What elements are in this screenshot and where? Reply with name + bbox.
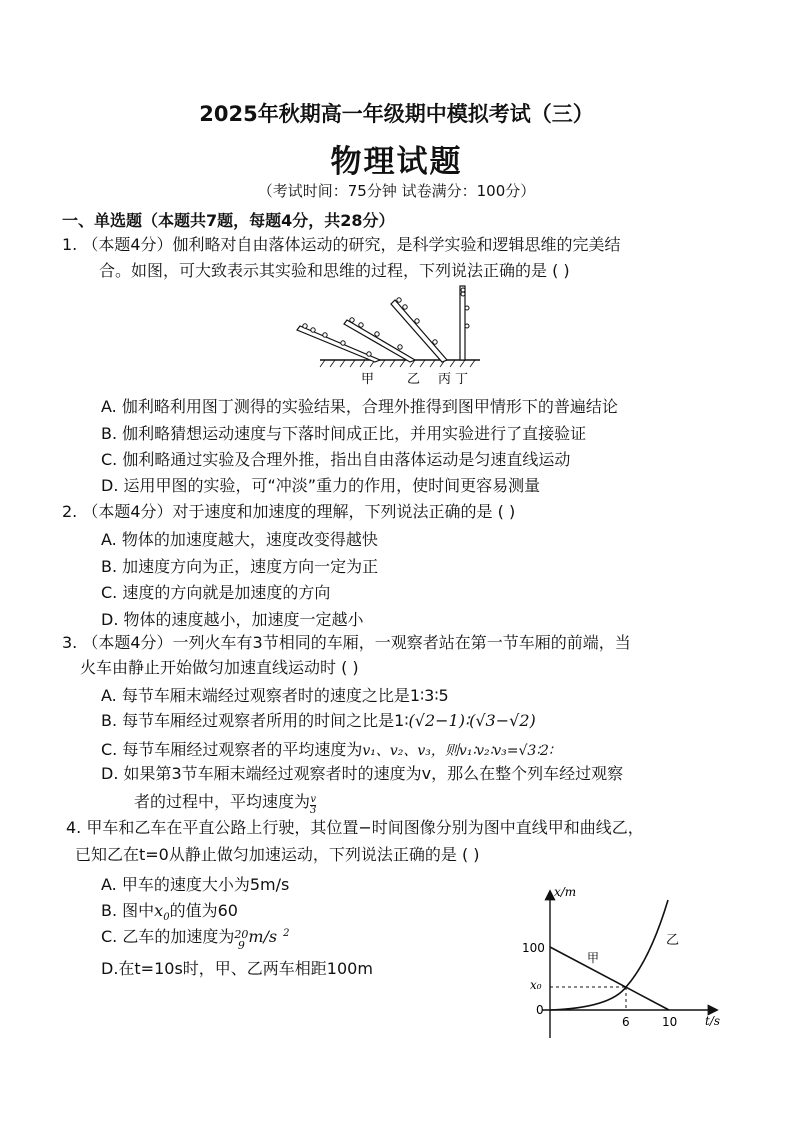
q3-option-d-line2: [134, 789, 316, 816]
q3-option-c-text: C. 每节车厢经过观察者的平均速度为: [101, 740, 363, 759]
q4-option-b-post: 的值为60: [169, 901, 238, 920]
fig-label-ding: 丁: [455, 372, 469, 387]
exam-title: 2025年秋期高一年级期中模拟考试（三）: [199, 102, 594, 126]
q4-option-b-var: x: [154, 901, 164, 920]
q4-xt-graph: [520, 880, 725, 1045]
q4-option-a: A. 甲车的速度大小为5m/s: [101, 875, 290, 894]
fraction-denominator: 9: [237, 939, 245, 952]
q4-option-b: [101, 898, 238, 923]
q4-option-c-pre: C. 乙车的加速度为: [101, 927, 235, 946]
fraction-denominator: 3: [310, 805, 317, 816]
q4-option-c-fraction: [234, 929, 248, 951]
q1-stem-line1: 1. （本题4分）伽利略对自由落体运动的研究，是科学实验和逻辑思维的完美结: [62, 235, 621, 254]
fraction-numerator: v: [310, 794, 317, 805]
q4-option-c-exponent: 2: [283, 928, 290, 939]
section-heading: 一、单选题（本题共7题，每题4分，共28分）: [62, 211, 395, 230]
q1-option-d: D. 运用甲图的实验，可“冲淡”重力的作用，使时间更容易测量: [101, 476, 541, 495]
q3-option-b: [101, 708, 536, 731]
q3-option-b-text: B. 每节车厢经过观察者所用的时间之比是1∶: [101, 711, 409, 730]
q2-option-c: C. 速度的方向就是加速度的方向: [101, 583, 331, 602]
x-tick-10: 10: [662, 1015, 678, 1029]
fig-label-jia: 甲: [361, 372, 375, 387]
q3-option-d-fraction: [310, 795, 316, 816]
curve-yi: [550, 900, 668, 1010]
q3-stem-line1: 3. （本题4分）一列火车有3节相同的车厢，一观察者站在第一节车厢的前端，当: [62, 633, 631, 652]
y-tick-100: 100: [522, 941, 545, 955]
subject-title: 物理试题: [330, 144, 463, 180]
exam-info: （考试时间：75分钟 试卷满分：100分）: [257, 182, 536, 200]
q1-option-a: A. 伽利略利用图丁测得的实验结果，合理外推得到图甲情形下的普遍结论: [101, 397, 618, 416]
q2-option-b: B. 加速度方向为正，速度方向一定为正: [101, 557, 379, 576]
origin-label: 0: [536, 1003, 544, 1017]
q4-option-b-pre: B. 图中: [101, 901, 155, 920]
q3-option-d-line1: D. 如果第3节车厢末端经过观察者时的速度为v，那么在整个列车经过观察: [101, 764, 624, 783]
q1-option-b: B. 伽利略猜想运动速度与下落时间成正比，并用实验进行了直接验证: [101, 424, 587, 443]
y-tick-x0: x₀: [530, 978, 542, 992]
y-axis-label: x/m: [554, 885, 577, 899]
q3-stem-line2: 火车由静止开始做匀加速直线运动时 ( ): [80, 658, 359, 677]
q4-option-c-unit: m/s: [248, 927, 278, 946]
x-axis-label: t/s: [705, 1014, 721, 1028]
q3-option-d-text: 者的过程中，平均速度为: [134, 792, 311, 811]
q4-stem-line1: 4. 甲车和乙车在平直公路上行驶，其位置−时间图像分别为图中直线甲和曲线乙，: [66, 818, 644, 837]
q4-option-d: D.在t=10s时，甲、乙两车相距100m: [101, 959, 373, 978]
q3-option-b-math: (√2−1)∶(√3−√2): [408, 711, 536, 730]
q4-option-b-sub: 0: [163, 912, 170, 923]
q2-option-d: D. 物体的速度越小，加速度一定越小: [101, 610, 364, 629]
q4-option-c: [101, 924, 290, 951]
q3-option-a: A. 每节车厢末端经过观察者时的速度之比是1∶3∶5: [101, 686, 449, 705]
q4-stem-line2: 已知乙在t=0从静止做匀加速运动，下列说法正确的是 ( ): [75, 845, 480, 864]
x-tick-6: 6: [622, 1015, 630, 1029]
fig-label-bing: 丙: [438, 372, 452, 387]
fraction-numerator: 20: [234, 928, 249, 941]
q1-option-c: C. 伽利略通过实验及合理外推，指出自由落体运动是匀速直线运动: [101, 450, 571, 469]
q3-option-c: [101, 737, 553, 760]
curve-yi-label: 乙: [666, 933, 680, 948]
q1-stem-line2: 合。如图，可大致表示其实验和思维的过程，下列说法正确的是 ( ): [99, 261, 570, 280]
q2-stem: 2. （本题4分）对于速度和加速度的理解，下列说法正确的是 ( ): [62, 502, 516, 521]
line-jia-label: 甲: [587, 951, 600, 965]
line-jia: [550, 947, 669, 1010]
q2-option-a: A. 物体的加速度越大，速度改变得越快: [101, 530, 378, 549]
fig-label-yi: 乙: [407, 372, 421, 387]
galileo-incline-figure: [295, 282, 485, 390]
q3-option-c-math: v₁、v₂、v₃，则v₁∶v₂∶v₃=√3∶2∶: [362, 743, 553, 759]
